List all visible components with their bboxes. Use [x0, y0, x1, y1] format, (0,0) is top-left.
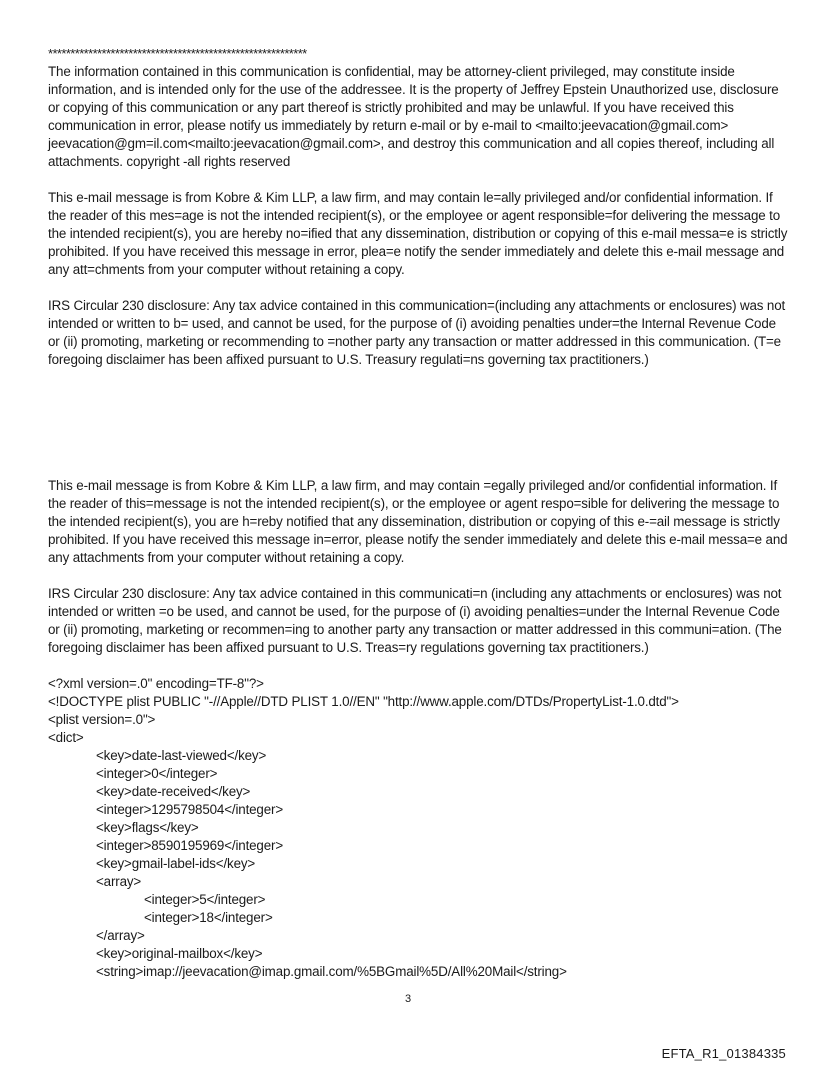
plist-line: </array>: [96, 928, 145, 943]
plist-open-tag: <plist version=.0">: [48, 712, 156, 727]
separator-line: **********************************************************: [48, 46, 307, 61]
bates-number: EFTA_R1_01384335: [661, 1046, 786, 1061]
plist-block: [48, 675, 788, 981]
irs-circular-notice-1: IRS Circular 230 disclosure: Any tax advice contained in this communication=(including any attachments or enclosures) was not intended or written to b= used, and cannot be used, for the purpose of (i) avoiding penalties under=the Internal Revenue Code or (ii) promoting, marketing or recommending to =nother party any transaction or matter addressed in this communication. (T=e foregoing disclaimer has been affixed pursuant to U.S. Treasury regulati=ns governing tax practitioners.): [48, 298, 786, 367]
xml-declaration: <?xml version=.0" encoding=TF-8"?>: [48, 676, 264, 691]
kobre-kim-notice-1: This e-mail message is from Kobre & Kim LLP, a law firm, and may contain le=ally privileged and/or confidential information. If the reader of this mes=age is not the intended recipient(s), or the employee or agent responsible=for delivering the message to the intended recipient(s), you are hereby no=ified that any dissemination, distribution or copying of this e-mail messa=e is strictly prohibited. If you have received this message in error, plea=e notify the sender immediately and delete this e-mail message and any att=chments from your computer without retaining a copy.: [48, 190, 788, 277]
blank-gap: [48, 387, 788, 477]
page-number: 3: [404, 993, 412, 1005]
plist-line: <key>flags</key>: [96, 820, 199, 835]
plist-line: <key>original-mailbox</key>: [96, 946, 263, 961]
plist-line: <key>date-last-viewed</key>: [96, 748, 267, 763]
plist-array-item: <integer>5</integer>: [144, 892, 266, 907]
plist-doctype: <!DOCTYPE plist PUBLIC "-//Apple//DTD PLIST 1.0//EN" "http://www.apple.com/DTDs/PropertyList-1.0.dtd">: [48, 694, 679, 709]
kobre-kim-notice-2: This e-mail message is from Kobre & Kim LLP, a law firm, and may contain =egally privileged and/or confidential information. If the reader of this=message is not the intended recipient(s), or the employee or agent respo=sible for delivering the message to the intended recipient(s), you are h=reby notified that any dissemination, distribution or copying of this e-=ail message is strictly prohibited. If you have received this message in=error, please notify the sender immediately and delete this e-mail messa=e and any attachments from your computer without retaining a copy.: [48, 478, 788, 565]
plist-line: <array>: [96, 874, 142, 889]
plist-line: <string>imap://jeevacation@imap.gmail.com/%5BGmail%5D/All%20Mail</string>: [96, 964, 567, 979]
irs-circular-notice-2: IRS Circular 230 disclosure: Any tax advice contained in this communicati=n (including any attachments or enclosures) was not intended or written =o be used, and cannot be used, for the purpose of (i) avoiding penalties=under the Internal Revenue Code or (ii) promoting, marketing or recommen=ing to another party any transaction or matter addressed in this communi=ation. (The foregoing disclaimer has been affixed pursuant to U.S. Treas=ry regulations governing tax practitioners.): [48, 586, 782, 655]
plist-array-item: <integer>18</integer>: [144, 910, 273, 925]
dict-open-tag: <dict>: [48, 730, 84, 745]
confidentiality-notice: The information contained in this communication is confidential, may be attorney-client privileged, may constitute inside information, and is intended only for the use of the addressee. It is the property of Jeffrey Epstein Unauthorized use, disclosure or copying of this communication or any part thereof is strictly prohibited and may be unlawful. If you have received this communication in error, please notify us immediately by return e-mail or by e-mail to <mailto:jeevacation@gmail.com> jeevacation@gm=il.com<mailto:jeevacation@gmail.com>, and destroy this communication and all copies thereof, including all attachments. copyright -all rights reserved: [48, 64, 779, 169]
plist-line: <integer>0</integer>: [96, 766, 218, 781]
document-page: [48, 44, 788, 981]
plist-line: <key>date-received</key>: [96, 784, 251, 799]
plist-line: <integer>8590195969</integer>: [96, 838, 284, 853]
plist-line: <key>gmail-label-ids</key>: [96, 856, 256, 871]
plist-line: <integer>1295798504</integer>: [96, 802, 284, 817]
